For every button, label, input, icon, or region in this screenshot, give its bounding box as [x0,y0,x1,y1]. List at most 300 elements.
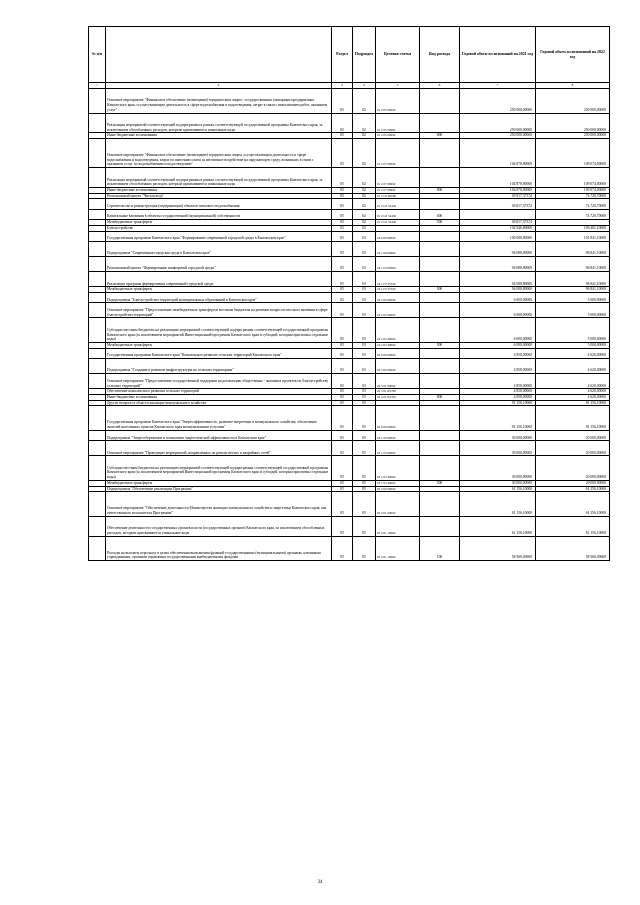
row-number-cell [89,113,106,133]
row-name-cell: Обеспечение комплексного развития сельских территорий [106,389,332,395]
row-target-article-cell: 03 1 00 00000 [376,430,420,440]
row-expense-type-cell [420,89,460,114]
row-expense-type-cell [420,492,460,517]
row-target-article-cell: 01 2 07 00000 [376,139,420,168]
row-name-cell: Реализация мероприятий соответствующей подпрограммы в рамках соответствующей государственной программы Камчатского края, за исключением обособленных расходов, которым присваиваются уникальные коды [106,113,332,133]
row-number-cell [89,231,106,241]
row-2022-amount-cell: 109 074,00000 [536,168,610,188]
header-num: № п/п [89,27,106,83]
row-razdel-cell: 05 [332,187,353,193]
table-row [89,257,610,272]
row-razdel-cell: 05 [332,389,353,395]
row-expense-type-cell [420,292,460,302]
row-razdel-cell: 05 [332,89,353,114]
row-name-cell: Государственная программа Камчатского края "Формирование современной городской среды в Камчатском крае" [106,231,332,241]
row-expense-type-cell: 500 [420,220,460,226]
row-target-article-cell: 24 1 F2 55550 [376,287,420,293]
row-target-article-cell: 03 0 00 00000 [376,406,420,431]
row-expense-type-cell [420,303,460,318]
row-2021-amount-cell: 104 878,80000 [460,168,536,188]
row-razdel-cell: 05 [332,199,353,209]
row-podrazdel-cell: 03 [353,318,376,343]
row-expense-type-cell [420,231,460,241]
table-row [89,113,610,133]
row-name-cell: Межбюджетные трансферты [106,287,332,293]
row-number-cell [89,241,106,256]
row-razdel-cell: 05 [332,456,353,481]
row-2021-amount-cell: 94 088,80000 [460,272,536,287]
row-2022-amount-cell: 109 074,00000 [536,187,610,193]
row-number-cell [89,348,106,358]
row-expense-type-cell [420,516,460,536]
row-razdel-cell: 05 [332,342,353,348]
row-razdel-cell: 05 [332,220,353,226]
row-2022-amount-cell: 4 620,00000 [536,374,610,389]
row-number-cell [89,257,106,272]
row-target-article-cell: 03 4 01 10000 [376,516,420,536]
row-number-cell [89,492,106,517]
table-row [89,209,610,219]
row-expense-type-cell: 800 [420,133,460,139]
row-expense-type-cell: 100 [420,536,460,561]
row-target-article-cell: 26 3 00 00000 [376,359,420,374]
row-name-cell: Государственная программа Камчатского края "Энергоэффективность, развитие энергетики и коммунального хозяйства, обеспечение жителей населенных пунктов Камчатского края коммунальными услугами" [106,406,332,431]
row-2021-amount-cell: 49 817,37374 [460,220,536,226]
row-name-cell: Реализация мероприятий соответствующей подпрограммы в рамках соответствующей государственной программы Камчатского края, за исключением обособленных расходов, которым присваиваются уникальные коды [106,168,332,188]
table-row [89,374,610,389]
row-2021-amount-cell: 104 946,80000 [460,225,536,231]
table-row [89,406,610,431]
row-expense-type-cell: 500 [420,287,460,293]
row-razdel-cell: 05 [332,193,353,199]
row-2022-amount-cell: 96 841,10000 [536,272,610,287]
row-podrazdel-cell: 05 [353,430,376,440]
row-name-cell: Подпрограмма "Благоустройство территорий муниципальных образований в Камчатском крае" [106,292,332,302]
row-2021-amount-cell: 61 156,10000 [460,486,536,492]
row-2021-amount-cell: 30 000,00000 [460,441,536,456]
row-name-cell: Государственная программа Камчатского края "Комплексное развитие сельских территорий Камчатского края" [106,348,332,358]
row-target-article-cell: 03 1 03 40060 [376,480,420,486]
row-podrazdel-cell: 03 [353,241,376,256]
row-razdel-cell: 05 [332,272,353,287]
row-razdel-cell: 05 [332,168,353,188]
row-razdel-cell: 05 [332,406,353,431]
row-name-cell: Межбюджетные трансферты [106,480,332,486]
table-row [89,456,610,481]
table-row [89,536,610,561]
header-2021: Годовой объем ассигнований на 2021 год [460,27,536,83]
row-razdel-cell: 05 [332,516,353,536]
row-2022-amount-cell: 81 156,10000 [536,406,610,431]
row-2021-amount-cell: 49 817,37374 [460,193,536,199]
row-2022-amount-cell: 5 000,00000 [536,342,610,348]
row-target-article-cell: 24 2 00 00000 [376,292,420,302]
row-name-cell: Региональный проект "Чистая вода" [106,193,332,199]
row-podrazdel-cell: 05 [353,486,376,492]
row-podrazdel-cell: 02 [353,209,376,219]
row-2022-amount-cell: 250 000,00000 [536,133,610,139]
row-2022-amount-cell: 109 074,00000 [536,139,610,168]
header-name [106,27,332,83]
row-2021-amount-cell: 6 000,00000 [460,342,536,348]
column-number: 6 [420,83,460,89]
row-podrazdel-cell: 03 [353,303,376,318]
row-2022-amount-cell: 20 000,00000 [536,456,610,481]
row-name-cell: Обеспечение деятельности государственных органов власти (государственных органов) Камчатского края, за исключением обособленных расходов, которым присваиваются уникальные коды [106,516,332,536]
row-number-cell [89,318,106,343]
row-razdel-cell: 05 [332,441,353,456]
row-podrazdel-cell: 03 [353,374,376,389]
row-expense-type-cell: 800 [420,187,460,193]
row-expense-type-cell [420,441,460,456]
row-2022-amount-cell: 5 000,00000 [536,292,610,302]
row-target-article-cell: 03 1 03 40060 [376,456,420,481]
row-2021-amount-cell: 94 088,80000 [460,257,536,272]
row-2021-amount-cell: 58 560,49600 [460,536,536,561]
table-row [89,303,610,318]
row-2021-amount-cell: 30 000,00000 [460,480,536,486]
row-razdel-cell: 05 [332,359,353,374]
budget-table-container [88,26,609,561]
row-podrazdel-cell: 02 [353,199,376,209]
row-expense-type-cell [420,272,460,287]
row-target-article-cell: 03 4 00 00000 [376,486,420,492]
row-target-article-cell: 03 4 01 00000 [376,492,420,517]
row-razdel-cell: 05 [332,374,353,389]
row-2021-amount-cell: 30 000,00000 [460,430,536,440]
row-2022-amount-cell: 4 620,00000 [536,359,610,374]
table-row [89,89,610,114]
row-razdel-cell: 05 [332,231,353,241]
row-2021-amount-cell: 94 088,80000 [460,287,536,293]
row-2022-amount-cell: 5 000,00000 [536,318,610,343]
row-2021-amount-cell: 6 000,00000 [460,292,536,302]
row-2022-amount-cell: 61 156,10000 [536,516,610,536]
table-row [89,241,610,256]
column-number: 1 [89,83,106,89]
row-razdel-cell: 05 [332,486,353,492]
row-expense-type-cell [420,430,460,440]
row-2022-amount-cell: 96 841,10000 [536,257,610,272]
row-podrazdel-cell: 05 [353,480,376,486]
row-number-cell [89,292,106,302]
row-target-article-cell: 24 2 02 40060 [376,342,420,348]
row-number-cell [89,168,106,188]
row-number-cell [89,199,106,209]
row-2021-amount-cell: 91 156,10000 [460,406,536,431]
row-2022-amount-cell: 96 841,10000 [536,241,610,256]
row-2022-amount-cell: 20 000,00000 [536,480,610,486]
row-name-cell: Межбюджетные трансферты [106,342,332,348]
row-podrazdel-cell: 03 [353,231,376,241]
row-name-cell: Основное мероприятие "Финансовое обеспечение (возмещение) юридическим лицам - государственным унитарным предприятиям Камчатского края, осуществляющим деятельность в сфере водоснабжения и водоотведения, затрат в связи с выполнением работ, оказанием услуг" [106,89,332,114]
row-name-cell: Региональный проект "Формирование комфортной городской среды" [106,257,332,272]
row-podrazdel-cell: 05 [353,456,376,481]
budget-table [88,26,610,561]
row-name-cell: Капитальные вложения в объекты государственной (муниципальной) собственности [106,209,332,219]
row-name-cell: Основное мероприятие "Предоставление государственной поддержки на реализацию общественно - значимых проектов по благоустройству сельских территорий" [106,374,332,389]
row-target-article-cell: 26 3 01 R5760 [376,389,420,395]
row-name-cell: Расходы на выплаты персоналу в целях обеспечения выполнения функций государственными (муниципальными) органами, казенными учреждениями, органами управления государственными внебюджетными фондами [106,536,332,561]
row-razdel-cell: 05 [332,139,353,168]
row-number-cell [89,536,106,561]
row-name-cell: Основное мероприятие "Проведение мероприятий, направленных на ремонт ветхих и аварийных сетей" [106,441,332,456]
row-target-article-cell: 01 2 G5 52430 [376,209,420,219]
row-2022-amount-cell: 5 000,00000 [536,303,610,318]
row-2021-amount-cell: 6 000,00000 [460,303,536,318]
row-2021-amount-cell: 91 156,10000 [460,400,536,406]
row-target-article-cell: 03 4 01 10000 [376,536,420,561]
row-expense-type-cell [420,257,460,272]
column-number: 7 [460,83,536,89]
row-podrazdel-cell: 03 [353,287,376,293]
row-razdel-cell: 05 [332,480,353,486]
row-2021-amount-cell: 4 858,00000 [460,389,536,395]
row-number-cell [89,359,106,374]
row-razdel-cell: 05 [332,394,353,400]
row-expense-type-cell [420,456,460,481]
row-target-article-cell: 01 2 05 09990 [376,113,420,133]
row-podrazdel-cell: 03 [353,394,376,400]
row-razdel-cell: 05 [332,257,353,272]
row-2021-amount-cell: 4 858,00000 [460,348,536,358]
row-podrazdel-cell: 05 [353,406,376,431]
row-2022-amount-cell: 61 156,10000 [536,492,610,517]
row-podrazdel-cell: 03 [353,225,376,231]
row-2022-amount-cell: 250 000,00000 [536,113,610,133]
row-podrazdel-cell: 02 [353,187,376,193]
row-expense-type-cell [420,113,460,133]
row-name-cell: Подпрограмма "Энергосбережение и повышение энергетической эффективности в Камчатском крае" [106,430,332,440]
row-podrazdel-cell: 02 [353,168,376,188]
row-number-cell [89,516,106,536]
row-2021-amount-cell: 100 088,80000 [460,231,536,241]
row-razdel-cell: 05 [332,400,353,406]
row-2021-amount-cell: 250 000,00000 [460,89,536,114]
row-target-article-cell: 01 2 07 09990 [376,187,420,193]
row-podrazdel-cell: 05 [353,516,376,536]
row-podrazdel-cell: 05 [353,492,376,517]
row-name-cell: Субсидии местным бюджетам на реализацию мероприятий соответствующей подпрограммы соответствующей государственной программы Камчатского края (за исключением мероприятий Инвестиционной программы Камчатского края и субсидий, которым присвоены отдельные коды) [106,456,332,481]
row-name-cell: Субсидии местным бюджетам на реализацию мероприятий соответствующей подпрограммы соответствующей государственной программы Камчатского края (за исключением мероприятий Инвестиционной программы Камчатского края и субсидий, которым присвоены отдельные коды) [106,318,332,343]
row-razdel-cell: 05 [332,536,353,561]
row-2021-amount-cell: 49 817,37374 [460,199,536,209]
row-razdel-cell: 05 [332,225,353,231]
row-target-article-cell: 03 1 03 00000 [376,441,420,456]
row-2021-amount-cell: 250 000,00000 [460,113,536,133]
row-razdel-cell: 05 [332,318,353,343]
row-name-cell: Благоустройство [106,225,332,231]
row-number-cell [89,406,106,431]
row-target-article-cell: 01 2 G5 52430 [376,220,420,226]
row-name-cell: Подпрограмма "Создание и развитие инфраструктуры на сельских территориях" [106,359,332,374]
row-2022-amount-cell: 58 560,49600 [536,536,610,561]
row-number-cell [89,272,106,287]
row-razdel-cell: 05 [332,209,353,219]
header-2022: Годовой объем ассигнований на 2022 год [536,27,610,83]
table-row [89,168,610,188]
row-expense-type-cell [420,374,460,389]
row-number-cell [89,374,106,389]
row-2022-amount-cell: 250 000,00000 [536,89,610,114]
table-row [89,359,610,374]
header-razdel: Раздел [332,27,353,83]
row-2022-amount-cell: 4 620,00000 [536,389,610,395]
row-2022-amount-cell: 20 000,00000 [536,441,610,456]
row-target-article-cell: 26 0 00 00000 [376,348,420,358]
row-number-cell [89,303,106,318]
row-number-cell [89,456,106,481]
row-number-cell [89,430,106,440]
table-row [89,231,610,241]
row-expense-type-cell [420,318,460,343]
row-expense-type-cell [420,359,460,374]
row-2022-amount-cell: 106 461,10000 [536,225,610,231]
row-number-cell [89,209,106,219]
row-target-article-cell: 01 2 G5 52430 [376,199,420,209]
row-expense-type-cell [420,168,460,188]
row-name-cell: Реализация программ формирования современной городской среды [106,272,332,287]
row-name-cell: Иные бюджетные ассигнования [106,187,332,193]
row-2021-amount-cell: 61 156,10000 [460,516,536,536]
row-2022-amount-cell: 101 841,10000 [536,231,610,241]
row-name-cell: Подпрограмма "Обеспечение реализации Программы" [106,486,332,492]
row-2021-amount-cell: 104 878,80000 [460,187,536,193]
row-2021-amount-cell: 61 156,10000 [460,492,536,517]
row-expense-type-cell: 500 [420,480,460,486]
column-number: 3 [332,83,353,89]
row-expense-type-cell [420,199,460,209]
row-2022-amount-cell: 74 720,70000 [536,209,610,219]
row-razdel-cell: 05 [332,133,353,139]
row-target-article-cell: 24 2 02 40060 [376,318,420,343]
row-2022-amount-cell: 4 620,00000 [536,394,610,400]
row-number-cell [89,441,106,456]
row-2021-amount-cell [460,209,536,219]
table-row [89,441,610,456]
row-2021-amount-cell: 94 088,80000 [460,241,536,256]
row-target-article-cell: 26 3 01 00000 [376,374,420,389]
row-2022-amount-cell: 61 156,10000 [536,486,610,492]
row-name-cell: Основное мероприятие "Финансовое обеспечение (возмещение) юридическим лицам, осуществляющим деятельность в сфере водоснабжения и водоотведения, затрат по внесению платы за негативное воздействие на окружающую среду, возникших в связи с оказанием услуг по водоснабжению и водоотведению" [106,139,332,168]
row-podrazdel-cell: 03 [353,389,376,395]
row-2022-amount-cell: 81 156,10000 [536,400,610,406]
row-2022-amount-cell: 20 000,00000 [536,430,610,440]
table-body [89,89,610,561]
row-razdel-cell: 05 [332,492,353,517]
row-target-article-cell: 01 2 05 09990 [376,133,420,139]
table-row [89,492,610,517]
column-number: 4 [353,83,376,89]
row-razdel-cell: 05 [332,113,353,133]
row-2021-amount-cell: 4 858,00000 [460,359,536,374]
row-podrazdel-cell: 05 [353,441,376,456]
row-target-article-cell: 26 3 01 R5760 [376,394,420,400]
row-2022-amount-cell: 4 620,00000 [536,348,610,358]
row-number-cell [89,139,106,168]
table-row [89,139,610,168]
row-name-cell: Иные бюджетные ассигнования [106,394,332,400]
column-number: 5 [376,83,420,89]
row-podrazdel-cell: 03 [353,272,376,287]
row-podrazdel-cell: 03 [353,292,376,302]
table-row [89,318,610,343]
row-target-article-cell: 24 1 00 00000 [376,241,420,256]
row-razdel-cell: 05 [332,287,353,293]
row-podrazdel-cell: 03 [353,348,376,358]
header-row [89,27,610,83]
row-podrazdel-cell: 03 [353,342,376,348]
row-2022-amount-cell: 96 841,10000 [536,287,610,293]
row-podrazdel-cell: 02 [353,220,376,226]
row-name-cell: Другие вопросы в области жилищно-коммунального хозяйства [106,400,332,406]
row-target-article-cell: 24 0 00 00000 [376,231,420,241]
row-name-cell: Иные бюджетные ассигнования [106,133,332,139]
row-name-cell: Основное мероприятие "Обеспечение деятельности Министерства жилищно-коммунального хозяйства и энергетики Камчатского края, как ответственного исполнителя Программы" [106,492,332,517]
row-expense-type-cell: 500 [420,342,460,348]
row-podrazdel-cell: 05 [353,400,376,406]
column-number: 8 [536,83,610,89]
row-podrazdel-cell: 05 [353,536,376,561]
row-podrazdel-cell: 02 [353,133,376,139]
header-target-article: Целевая статья [376,27,420,83]
row-number-cell [89,89,106,114]
page-number: 34 [317,880,323,885]
row-2021-amount-cell: 6 000,00000 [460,318,536,343]
row-expense-type-cell: 800 [420,394,460,400]
row-2021-amount-cell: 104 878,80000 [460,139,536,168]
row-2021-amount-cell: 4 858,00000 [460,394,536,400]
table-row [89,430,610,440]
row-podrazdel-cell: 02 [353,113,376,133]
row-target-article-cell: 24 1 F2 55550 [376,272,420,287]
table-row [89,348,610,358]
table-row [89,292,610,302]
row-name-cell: Основное мероприятие "Предоставление межбюджетных трансфертов местным бюджетам на решение вопросов местного значения в сфере благоустройства территорий" [106,303,332,318]
row-expense-type-cell [420,139,460,168]
row-expense-type-cell [420,406,460,431]
row-podrazdel-cell: 03 [353,359,376,374]
header-podrazdel: Подраздел [353,27,376,83]
row-target-article-cell: 24 2 02 00000 [376,303,420,318]
row-razdel-cell: 05 [332,430,353,440]
row-2022-amount-cell: 74 720,70000 [536,199,610,209]
row-target-article-cell: 24 1 F2 00000 [376,257,420,272]
row-expense-type-cell [420,241,460,256]
row-expense-type-cell [420,348,460,358]
row-target-article-cell: 01 2 G5 00000 [376,193,420,199]
row-podrazdel-cell: 03 [353,257,376,272]
row-target-article-cell: 01 2 07 09990 [376,168,420,188]
row-expense-type-cell: 400 [420,209,460,219]
row-name-cell: Строительство и реконструкция (модернизация) объектов питьевого водоснабжения [106,199,332,209]
table-row [89,199,610,209]
row-razdel-cell: 05 [332,241,353,256]
row-2022-amount-cell: 74 720,70000 [536,193,610,199]
table-row [89,272,610,287]
row-podrazdel-cell: 02 [353,139,376,168]
row-podrazdel-cell: 02 [353,193,376,199]
column-number: 2 [106,83,332,89]
row-name-cell: Подпрограмма "Современная городская среда в Камчатском крае" [106,241,332,256]
row-name-cell: Межбюджетные трансферты [106,220,332,226]
row-razdel-cell: 05 [332,303,353,318]
table-row [89,516,610,536]
row-podrazdel-cell: 02 [353,89,376,114]
header-expense-type: Вид расхода [420,27,460,83]
row-razdel-cell: 05 [332,292,353,302]
row-2021-amount-cell: 30 000,00000 [460,456,536,481]
